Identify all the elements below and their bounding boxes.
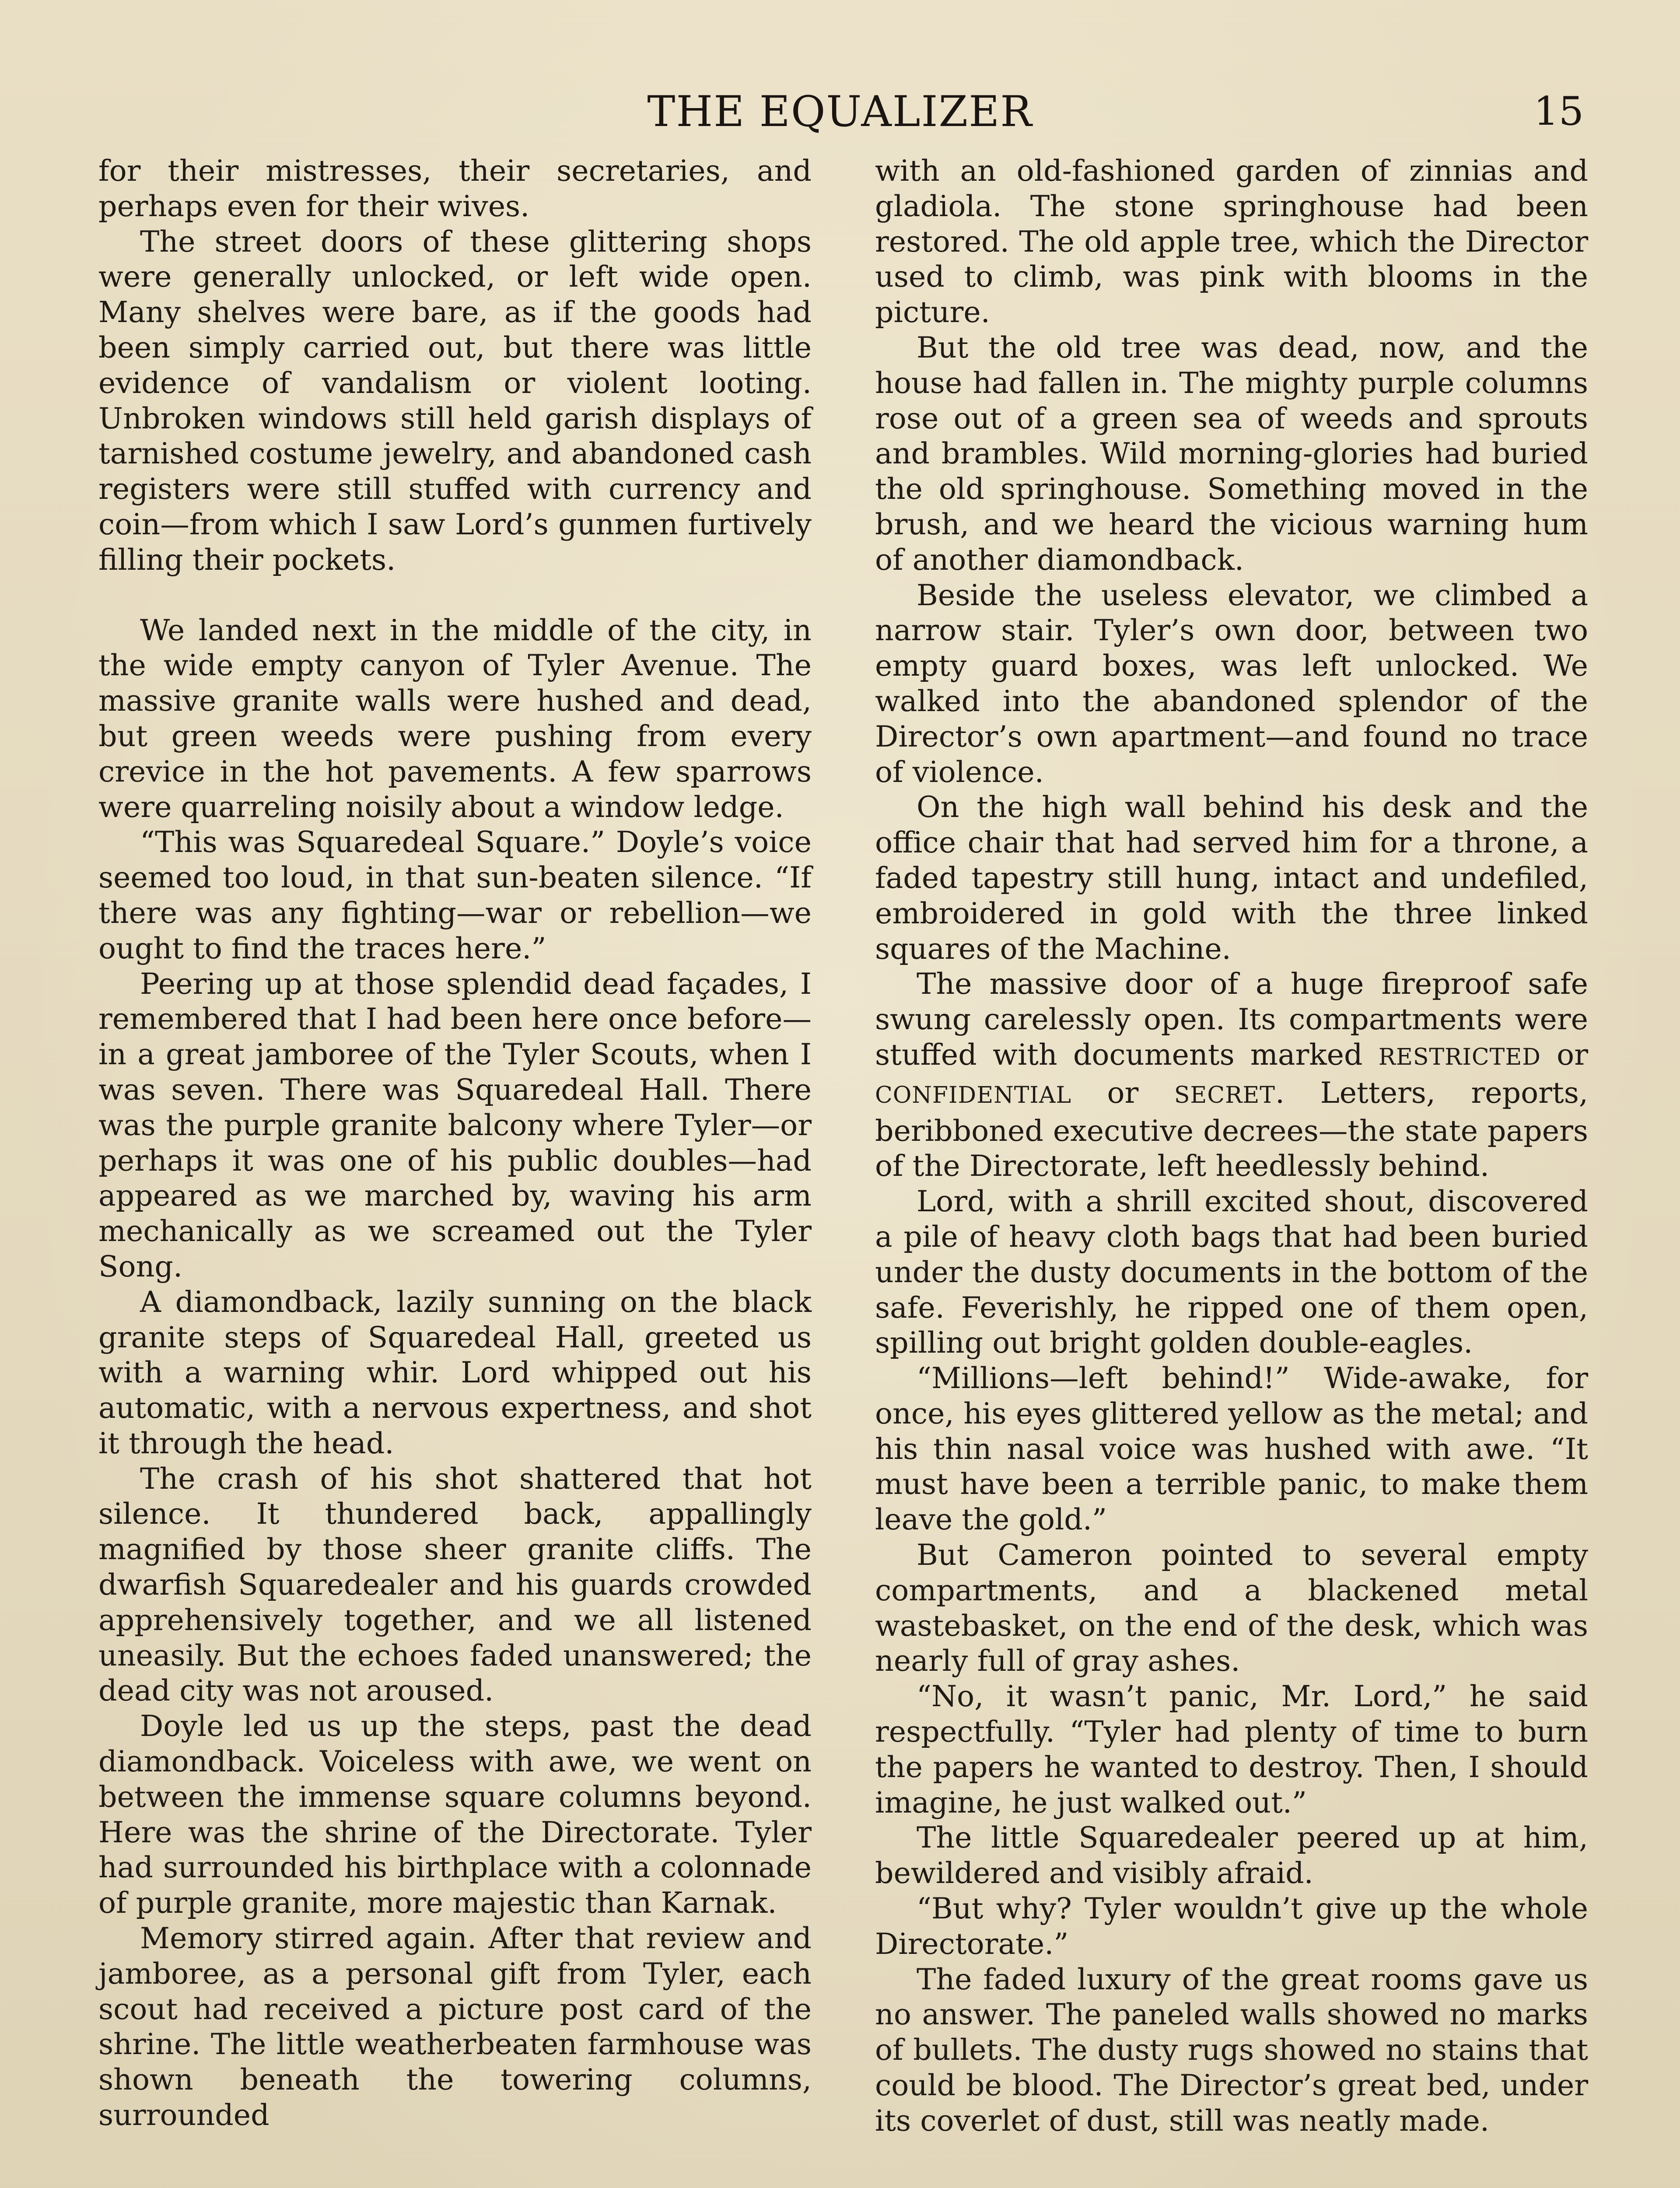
page-number: 15 <box>1533 88 1584 134</box>
paragraph: “This was Squaredeal Square.” Doyle’s voice seemed too loud, in that sun-beaten silence. “If there was any fighting—war or rebellion—we ought to find the traces here.” <box>98 825 812 965</box>
paragraph: “Millions—left behind!” Wide-awake, for once, his eyes glittered yellow as the metal; and his thin nasal voice was hushed with awe. “It must have been a terrible panic, to make them leave the gold.” <box>875 1361 1588 1537</box>
paragraph: Beside the useless elevator, we climbed a narrow stair. Tyler’s own door, between two empty guard boxes, was left unlocked. We walked into the abandoned splendor of the Director’s own apartment—and found no trace of violence. <box>875 578 1588 789</box>
right-column <box>875 153 1588 2188</box>
paragraph: for their mistresses, their secretaries, and perhaps even for their wives. <box>98 154 812 223</box>
paragraph: Peering up at those splendid dead façades, I remembered that I had been here once before—in a great jamboree of the Tyler Scouts, when I was seven. There was Squaredeal Hall. There was the purple granite balcony where Tyler—or perhaps it was one of his public doubles—had appeared as we marched by, waving his arm mechanically as we screamed out the Tyler Song. <box>98 966 812 1283</box>
paragraph-safe <box>875 966 1588 1184</box>
text-run: or <box>1071 1075 1174 1110</box>
paragraph: The faded luxury of the great rooms gave us no answer. The paneled walls showed no marks of bullets. The dusty rugs showed no stains that could be blood. The Director’s great bed, under its coverlet of dust, still was neatly made. <box>875 1962 1588 2138</box>
paragraph: The street doors of these glittering shops were generally unlocked, or left wide open. Many shelves were bare, as if the goods had been simply carried out, but there was little evidence of vandalism or violent looting. Unbroken windows still held garish displays of tarnished costume jewelry, and abandoned cash registers were still stuffed with currency and coin—from which I saw Lord’s gunmen furtively filling their pockets. <box>98 224 812 577</box>
paragraph: “No, it wasn’t panic, Mr. Lord,” he said respectfully. “Tyler had plenty of time to burn the papers he wanted to destroy. Then, I should imagine, he just walked out.” <box>875 1679 1588 1820</box>
paragraph: The little Squaredealer peered up at him, bewildered and visibly afraid. <box>875 1820 1588 1890</box>
confidential-label: CONFIDENTIAL <box>875 1082 1071 1108</box>
paragraph: “But why? Tyler wouldn’t give up the whole Directorate.” <box>875 1891 1588 1961</box>
paragraph: Lord, with a shrill excited shout, discovered a pile of heavy cloth bags that had been buried under the dusty documents in the bottom of the safe. Feverishly, he ripped one of them open, spilling out bright golden double-eagles. <box>875 1184 1588 1360</box>
secret-label: SECRET <box>1174 1082 1275 1108</box>
paragraph: with an old-fashioned garden of zinnias and gladiola. The stone springhouse had been restored. The old apple tree, which the Director used to climb, was pink with blooms in the picture. <box>875 154 1588 330</box>
left-column <box>98 153 812 2188</box>
paragraph: But the old tree was dead, now, and the house had fallen in. The mighty purple columns rose out of a green sea of weeds and sprouts and brambles. Wild morning-glories had buried the old springhouse. Something moved in the brush, and we heard the vicious warning hum of another diamondback. <box>875 330 1588 577</box>
text-run: . Letters, reports, beribboned executive decrees—the state papers of the Directorate, left heedlessly behind. <box>875 1075 1588 1183</box>
paragraph: We landed next in the middle of the city, in the wide empty canyon of Tyler Avenue. The massive granite walls were hushed and dead, but green weeds were pushing from every crevice in the hot pavements. A few sparrows were quarreling noisily about a window ledge. <box>98 613 812 824</box>
text-run: or <box>1541 1037 1588 1072</box>
paragraph: Doyle led us up the steps, past the dead diamondback. Voiceless with awe, we went on between the immense square columns beyond. Here was the shrine of the Directorate. Tyler had surrounded his birthplace with a colonnade of purple granite, more majestic than Karnak. <box>98 1709 812 1920</box>
text-run: The massive door of a huge fireproof safe swung carelessly open. Its compartments were stuffed with documents marked <box>875 967 1588 1072</box>
paragraph: But Cameron pointed to several empty compartments, and a blackened metal wastebasket, on the end of the desk, which was nearly full of gray ashes. <box>875 1538 1588 1678</box>
restricted-label: RESTRICTED <box>1378 1044 1541 1070</box>
paragraph: The crash of his shot shattered that hot silence. It thundered back, appallingly magnified by those sheer granite cliffs. The dwarfish Squaredealer and his guards crowded apprehensively together, and we all listened uneasily. But the echoes faded unanswered; the dead city was not aroused. <box>98 1461 812 1708</box>
running-title: THE EQUALIZER <box>647 87 1033 136</box>
paragraph: On the high wall behind his desk and the office chair that had served him for a throne, a faded tapestry still hung, intact and undefiled, embroidered in gold with the three linked squares of the Machine. <box>875 790 1588 966</box>
text-columns <box>98 153 1588 2188</box>
paragraph: Memory stirred again. After that review and jamboree, as a personal gift from Tyler, each scout had received a picture post card of the shrine. The little weatherbeaten farmhouse was shown beneath the towering columns, surrounded <box>98 1921 812 2132</box>
page-header <box>96 79 1584 144</box>
paragraph: A diamondback, lazily sunning on the black granite steps of Squaredeal Hall, greeted us with a warning whir. Lord whipped out his automatic, with a nervous expertness, and shot it through the head. <box>98 1284 812 1460</box>
